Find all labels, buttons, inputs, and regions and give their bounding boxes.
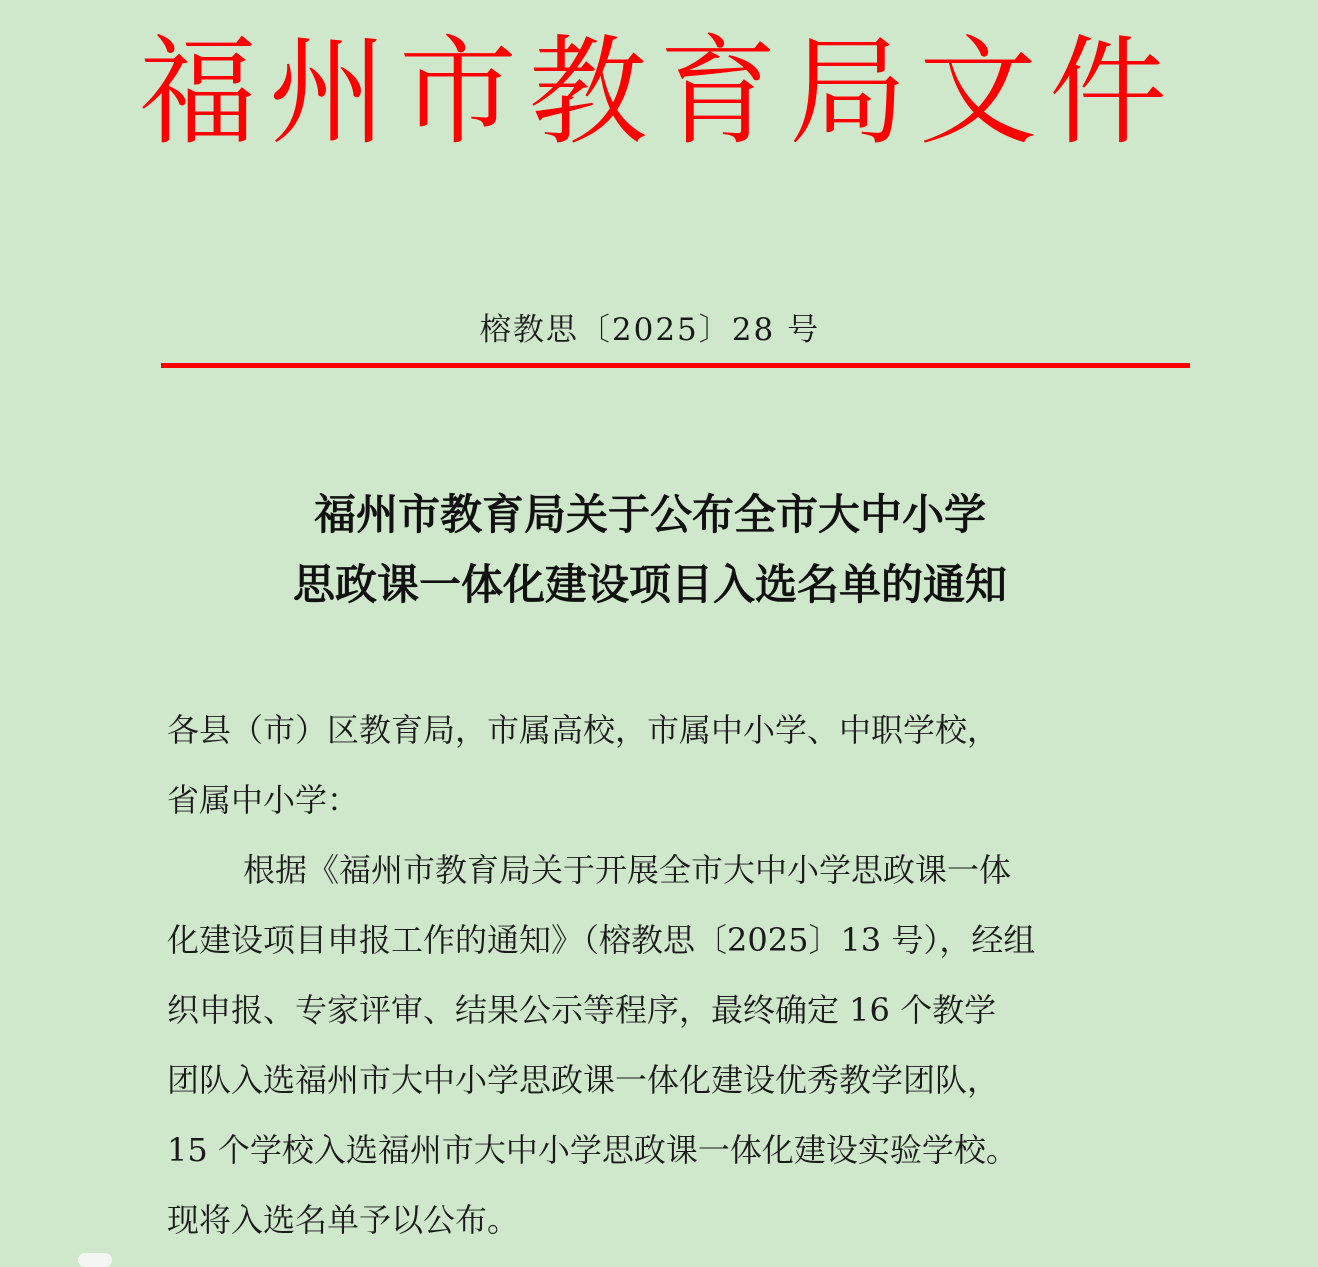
document-number: 榕教思〔2025〕28 号 — [479, 312, 821, 348]
document-header-title: 福州市教育局文件 — [138, 23, 1179, 161]
body-paragraph-line-6: 现将入选名单予以公布。 — [167, 1201, 520, 1239]
notice-title-line-1: 福州市教育局关于公布全市大中小学 — [313, 490, 986, 539]
notice-title-line-2: 思政课一体化建设项目入选名单的通知 — [292, 560, 1007, 609]
page-corner-mark — [78, 1253, 112, 1267]
body-paragraph-line-2: 化建设项目申报工作的通知》（榕教思〔2025〕13 号），经组 — [167, 921, 1036, 959]
body-paragraph-line-5: 15 个学校入选福州市大中小学思政课一体化建设实验学校。 — [167, 1131, 1018, 1169]
red-divider-line — [161, 363, 1190, 368]
salutation-line-1: 各县（市）区教育局，市属高校，市属中小学、中职学校， — [167, 711, 1000, 749]
salutation-line-2: 省属中小学： — [167, 781, 360, 819]
body-paragraph-line-3: 织申报、专家评审、结果公示等程序，最终确定 16 个教学 — [167, 991, 997, 1029]
body-paragraph-line-4: 团队入选福州市大中小学思政课一体化建设优秀教学团队， — [167, 1061, 1000, 1099]
body-paragraph-line-1: 根据《福州市教育局关于开展全市大中小学思政课一体 — [243, 851, 1012, 889]
